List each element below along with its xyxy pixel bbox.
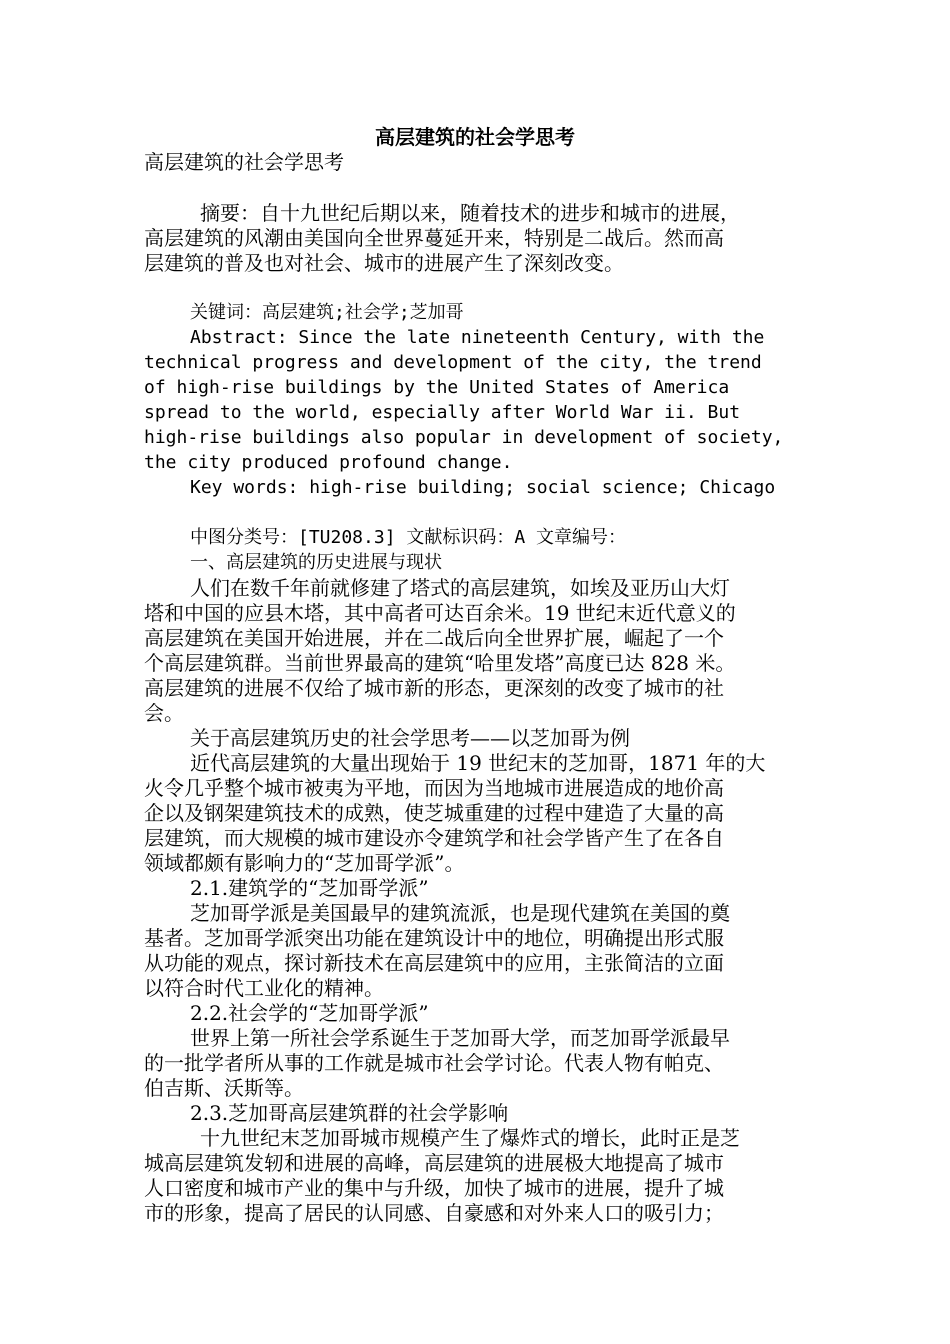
section-2-3-heading: 2.3.芝加哥高层建筑群的社会学影响	[190, 1101, 509, 1125]
keywords-cn: 关键词：高层建筑;社会学;芝加哥	[190, 302, 464, 323]
section2-line: 企以及钢架建筑技术的成熟，使芝城重建的过程中建造了大量的高	[144, 801, 724, 825]
section1-line: 个高层建筑群。当前世界最高的建筑“哈里发塔”高度已达 828 米。	[144, 651, 736, 675]
abstract-en-line: high-rise buildings also popular in development of society,	[144, 427, 784, 448]
section-2-1-line: 从功能的观点，探讨新技术在高层建筑中的应用，主张简洁的立面	[144, 951, 724, 975]
classification-line: 中图分类号：[TU208.3] 文献标识码：A 文章编号：	[190, 527, 627, 548]
section-2-3-line: 市的形象，提高了居民的认同感、自豪感和对外来人口的吸引力；	[144, 1201, 724, 1225]
abstract-en-line: the city produced profound change.	[144, 452, 513, 473]
abstract-cn-line: 摘要：自十九世纪后期以来，随着技术的进步和城市的进展，	[200, 201, 740, 225]
abstract-en-line: spread to the world, especially after World War ii. But	[144, 402, 741, 423]
section2-line: 火令几乎整个城市被夷为平地，而因为当地城市进展造成的地价高	[144, 776, 724, 800]
abstract-en-line: technical progress and development of the city, the trend	[144, 352, 762, 373]
section1-heading: 一、高层建筑的历史进展与现状	[190, 552, 442, 573]
document-title: 高层建筑的社会学思考	[375, 125, 575, 149]
section1-line: 塔和中国的应县木塔，其中高者可达百余米。19 世纪末近代意义的	[144, 601, 736, 625]
section1-line: 会。	[144, 701, 184, 725]
section2-line: 领域都颇有影响力的“芝加哥学派”。	[144, 851, 465, 875]
section1-line: 高层建筑的进展不仅给了城市新的形态，更深刻的改变了城市的社	[144, 676, 724, 700]
section1-line: 高层建筑在美国开始进展，并在二战后向全世界扩展，崛起了一个	[144, 626, 724, 650]
section-2-3-line: 城高层建筑发轫和进展的高峰，高层建筑的进展极大地提高了城市	[144, 1151, 724, 1175]
section-2-2-heading: 2.2.社会学的“芝加哥学派”	[190, 1001, 429, 1025]
abstract-en-line: Abstract: Since the late nineteenth Century, with the	[190, 327, 765, 348]
section-2-3-line: 十九世纪末芝加哥城市规模产生了爆炸式的增长，此时正是芝	[200, 1126, 740, 1150]
section-2-1-line: 以符合时代工业化的精神。	[144, 976, 384, 1000]
section-2-2-line: 的一批学者所从事的工作就是城市社会学讨论。代表人物有帕克、	[144, 1051, 724, 1075]
document-subtitle: 高层建筑的社会学思考	[144, 150, 344, 174]
section2-line: 层建筑，而大规模的城市建设亦令建筑学和社会学皆产生了在各自	[144, 826, 724, 850]
section-2-2-line: 世界上第一所社会学系诞生于芝加哥大学，而芝加哥学派最早	[190, 1026, 730, 1050]
section-2-1-line: 基者。芝加哥学派突出功能在建筑设计中的地位，明确提出形式服	[144, 926, 724, 950]
section-2-1-heading: 2.1.建筑学的“芝加哥学派”	[190, 876, 429, 900]
section2-line: 近代高层建筑的大量出现始于 19 世纪末的芝加哥，1871 年的大	[190, 751, 766, 775]
abstract-cn-line: 高层建筑的风潮由美国向全世界蔓延开来，特别是二战后。然而高	[144, 226, 724, 250]
section2-heading: 关于高层建筑历史的社会学思考——以芝加哥为例	[190, 726, 630, 750]
section-2-3-line: 人口密度和城市产业的集中与升级，加快了城市的进展，提升了城	[144, 1176, 724, 1200]
section1-line: 人们在数千年前就修建了塔式的高层建筑，如埃及亚历山大灯	[190, 576, 730, 600]
abstract-en-line: of high-rise buildings by the United States of America	[144, 377, 730, 398]
section-2-2-line: 伯吉斯、沃斯等。	[144, 1076, 304, 1100]
keywords-en: Key words: high-rise building; social science; Chicago	[190, 477, 776, 498]
abstract-cn-line: 层建筑的普及也对社会、城市的进展产生了深刻改变。	[144, 251, 624, 275]
section-2-1-line: 芝加哥学派是美国最早的建筑流派，也是现代建筑在美国的奠	[190, 901, 730, 925]
